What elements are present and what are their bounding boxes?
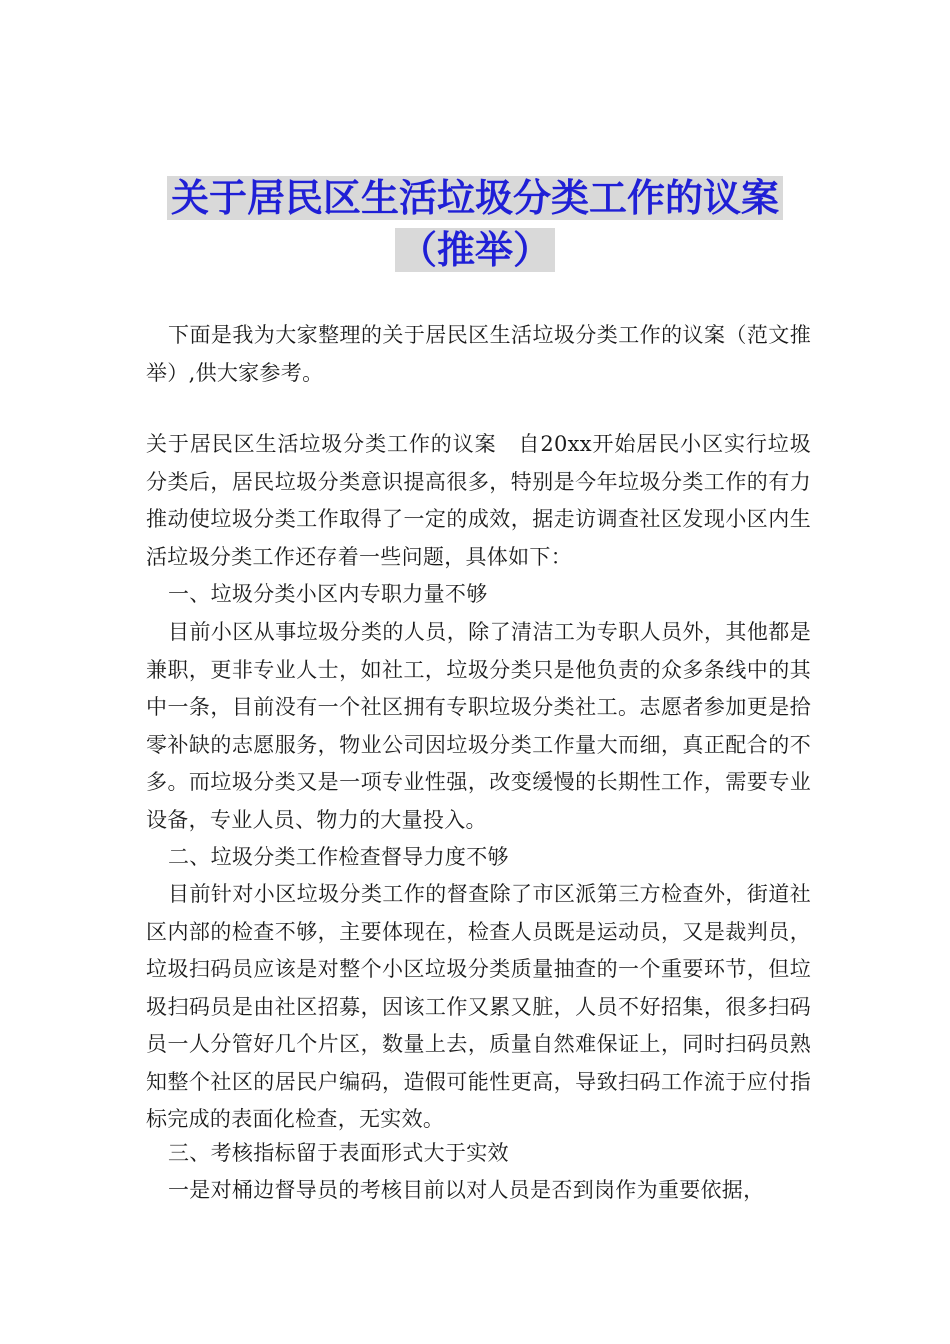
section1-body: 目前小区从事垃圾分类的人员，除了清洁工为专职人员外，其他都是兼职，更非专业人士，如社工，垃圾分类只是他负责的众多条线中的其中一条，目前没有一个社区拥有专职垃圾分类社工。志愿者参加更是拾零补缺的志愿服务，物业公司因垃圾分类工作量大而细，真正配合的不多。而垃圾分类又是一项专业性强，改变缓慢的长期性工作，需要专业设备，专业人员、物力的大量投入。: [146, 620, 811, 832]
title-line-2: （推举）: [395, 228, 555, 272]
section2-body: 目前针对小区垃圾分类工作的督查除了市区派第三方检查外，街道社区内部的检查不够，主要体现在，检查人员既是运动员，又是裁判员，垃圾扫码员应该是对整个小区垃圾分类质量抽查的一个重要环节，但垃圾扫码员是由社区招募，因该工作又累又脏，人员不好招集，很多扫码员一人分管好几个片区，数量上去，质量自然难保证上，同时扫码员熟知整个社区的居民户编码，造假可能性更高，导致扫码工作流于应付指标完成的表面化检查，无实效。: [146, 882, 811, 1131]
section1-heading: 一、垃圾分类小区内专职力量不够: [168, 582, 488, 606]
document-title: [0, 172, 950, 276]
main-paragraph: 关于居民区生活垃圾分类工作的议案 自20xx开始居民小区实行垃圾分类后，居民垃圾分类意识提高很多，特别是今年垃圾分类工作的有力推动使垃圾分类工作取得了一定的成效，据走访调查社区发现小区内生活垃圾分类工作还存着一些问题，具体如下：: [146, 432, 811, 569]
intro-paragraph: 下面是我为大家整理的关于居民区生活垃圾分类工作的议案（范文推举）,供大家参考。: [146, 323, 811, 385]
section2-heading: 二、垃圾分类工作检查督导力度不够: [168, 845, 509, 869]
title-line-1: 关于居民区生活垃圾分类工作的议案: [167, 176, 783, 220]
section3-body: 一是对桶边督导员的考核目前以对人员是否到岗作为重要依据，: [168, 1178, 765, 1202]
section3-heading: 三、考核指标留于表面形式大于实效: [168, 1141, 509, 1165]
